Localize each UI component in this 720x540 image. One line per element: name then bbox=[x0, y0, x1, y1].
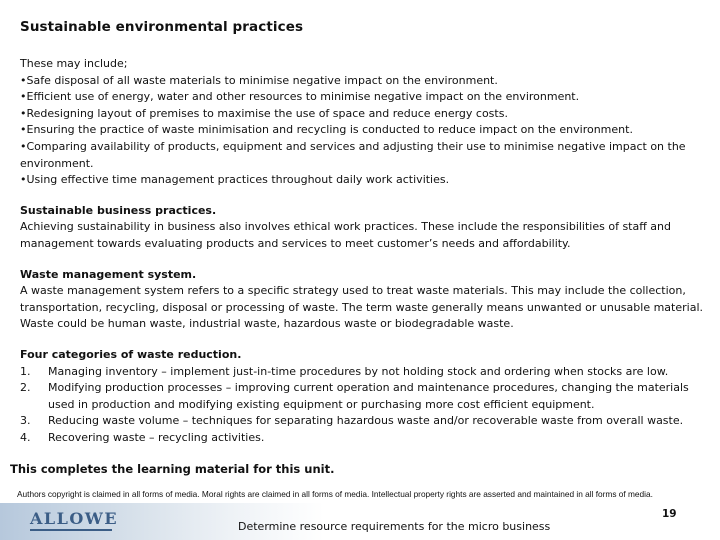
page-number: 19 bbox=[662, 508, 677, 520]
item-number: 3. bbox=[20, 414, 31, 428]
numbered-item bbox=[20, 380, 708, 413]
intro-text: These may include; bbox=[20, 57, 128, 70]
list-item: • Safe disposal of all waste materials to minimise negative impact on the environment. bbox=[20, 73, 708, 90]
allowe-logo: ALLOWE bbox=[30, 509, 119, 528]
list-item: • Ensuring the practice of waste minimisation and recycling is conducted to reduce impact on the environment. bbox=[20, 122, 708, 139]
copyright-notice: Authors copyright is claimed in all forms of media. Moral rights are claimed in all forms of media. Intellectual property rights are asserted and maintained in all forms of media. bbox=[17, 489, 653, 499]
completion-note: This completes the learning material for this unit. bbox=[10, 462, 335, 476]
business-text: Achieving sustainability in business also involves ethical work practices. These include the responsibilities of staff and management towards evaluating products and services to meet customer’s needs and affordability. bbox=[20, 220, 672, 250]
list-item: • Using effective time management practices throughout daily work activities. bbox=[20, 172, 708, 189]
item-text: Reducing waste volume – techniques for separating hazardous waste and/or recoverable waste from overall waste. bbox=[48, 414, 684, 428]
item-text: Managing inventory – implement just-in-time procedures by not holding stock and ordering when stocks are low. bbox=[48, 364, 669, 378]
numbered-item bbox=[20, 364, 708, 381]
content-body bbox=[20, 56, 708, 446]
list-item: • Comparing availability of products, equipment and services and adjusting their use to minimise negative impact on the environment. bbox=[20, 139, 708, 172]
categories-heading: Four categories of waste reduction. bbox=[20, 347, 242, 361]
footer-title: Determine resource requirements for the micro business bbox=[238, 520, 551, 533]
item-number: 1. bbox=[20, 364, 31, 378]
footer-bar bbox=[0, 503, 720, 540]
waste-system-heading: Waste management system. bbox=[20, 267, 197, 281]
logo-underline bbox=[30, 529, 112, 531]
item-text: Modifying production processes – improving current operation and maintenance procedures, changing the materials used in production and modifying existing equipment or purchasing more cost efficient equipment. bbox=[48, 381, 689, 411]
numbered-item bbox=[20, 413, 708, 430]
waste-system-text: A waste management system refers to a specific strategy used to treat waste materials. This may include the collection, transportation, recycling, disposal or processing of waste. The term waste generally means unwanted or unusable material. Waste could be human waste, industrial waste, hazardous waste or biodegradable waste. bbox=[20, 284, 703, 331]
business-heading: Sustainable business practices. bbox=[20, 203, 217, 217]
item-number: 2. bbox=[20, 381, 31, 395]
list-item: • Redesigning layout of premises to maximise the use of space and reduce energy costs. bbox=[20, 106, 708, 123]
page-title: Sustainable environmental practices bbox=[20, 19, 304, 35]
item-number: 4. bbox=[20, 430, 31, 444]
item-text: Recovering waste – recycling activities. bbox=[48, 430, 265, 444]
list-item: • Efficient use of energy, water and other resources to minimise negative impact on the environment. bbox=[20, 89, 708, 106]
numbered-item bbox=[20, 430, 708, 447]
